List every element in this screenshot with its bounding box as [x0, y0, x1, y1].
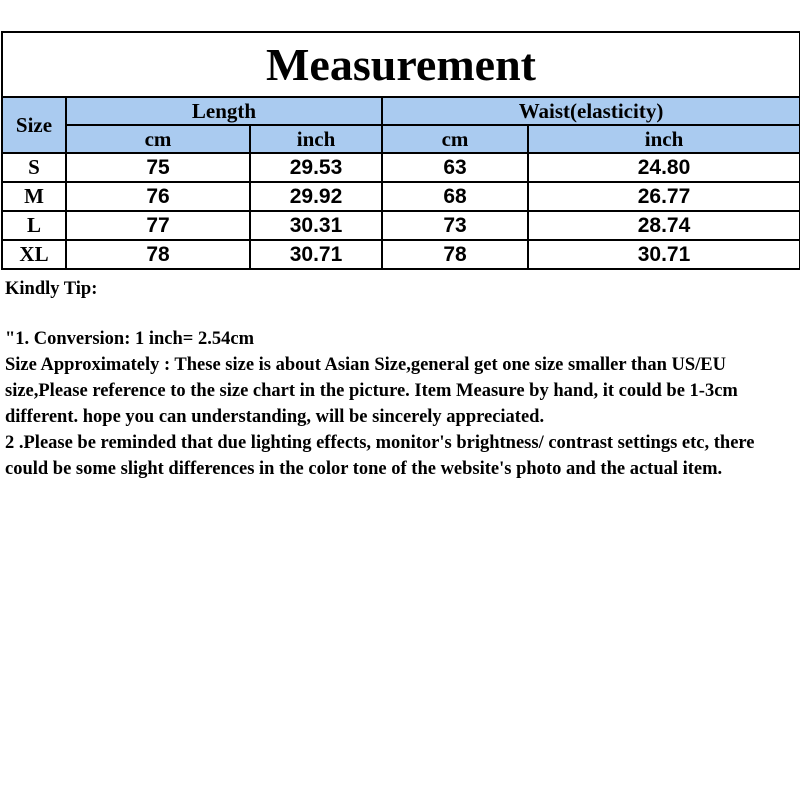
- length-cm-cell: 76: [66, 182, 250, 211]
- waist-cm-header: cm: [382, 125, 528, 153]
- table-row: [2, 211, 800, 240]
- length-cm-cell: 78: [66, 240, 250, 269]
- waist-cm-cell: 78: [382, 240, 528, 269]
- waist-cm-cell: 73: [382, 211, 528, 240]
- table-row: [2, 240, 800, 269]
- length-header: Length: [66, 97, 382, 125]
- waist-inch-header: inch: [528, 125, 800, 153]
- length-cm-cell: 77: [66, 211, 250, 240]
- length-inch-cell: 29.92: [250, 182, 382, 211]
- tip-conversion: "1. Conversion: 1 inch= 2.54cm: [5, 329, 254, 349]
- tips-heading: Kindly Tip:: [5, 279, 98, 299]
- waist-cm-cell: 68: [382, 182, 528, 211]
- length-cm-cell: 75: [66, 153, 250, 182]
- size-cell: XL: [2, 240, 66, 269]
- size-cell: L: [2, 211, 66, 240]
- tip-size-approx: Size Approximately : These size is about Asian Size,general get one size smaller than US/EU size,Please reference to the size chart in the picture. Item Measure by hand, it could be 1-3cm different. hope you can understanding, will be sincerely appreciated.: [5, 355, 738, 427]
- length-cm-header: cm: [66, 125, 250, 153]
- measurement-table: [1, 31, 800, 270]
- waist-inch-cell: 30.71: [528, 240, 800, 269]
- size-cell: S: [2, 153, 66, 182]
- waist-inch-cell: 26.77: [528, 182, 800, 211]
- length-inch-cell: 29.53: [250, 153, 382, 182]
- waist-header: Waist(elasticity): [382, 97, 800, 125]
- length-inch-cell: 30.71: [250, 240, 382, 269]
- table-row: [2, 182, 800, 211]
- length-inch-cell: 30.31: [250, 211, 382, 240]
- waist-inch-cell: 28.74: [528, 211, 800, 240]
- size-cell: M: [2, 182, 66, 211]
- size-chart: [0, 31, 800, 270]
- table-row: [2, 153, 800, 182]
- spacer: [5, 302, 795, 326]
- kindly-tips: [5, 276, 795, 482]
- length-inch-header: inch: [250, 125, 382, 153]
- table-title: Measurement: [2, 32, 800, 97]
- waist-cm-cell: 63: [382, 153, 528, 182]
- size-header: Size: [2, 97, 66, 153]
- tip-color-note: 2 .Please be reminded that due lighting effects, monitor's brightness/ contrast settings etc, there could be some slight differences in the color tone of the website's photo and the actual item.: [5, 433, 755, 479]
- waist-inch-cell: 24.80: [528, 153, 800, 182]
